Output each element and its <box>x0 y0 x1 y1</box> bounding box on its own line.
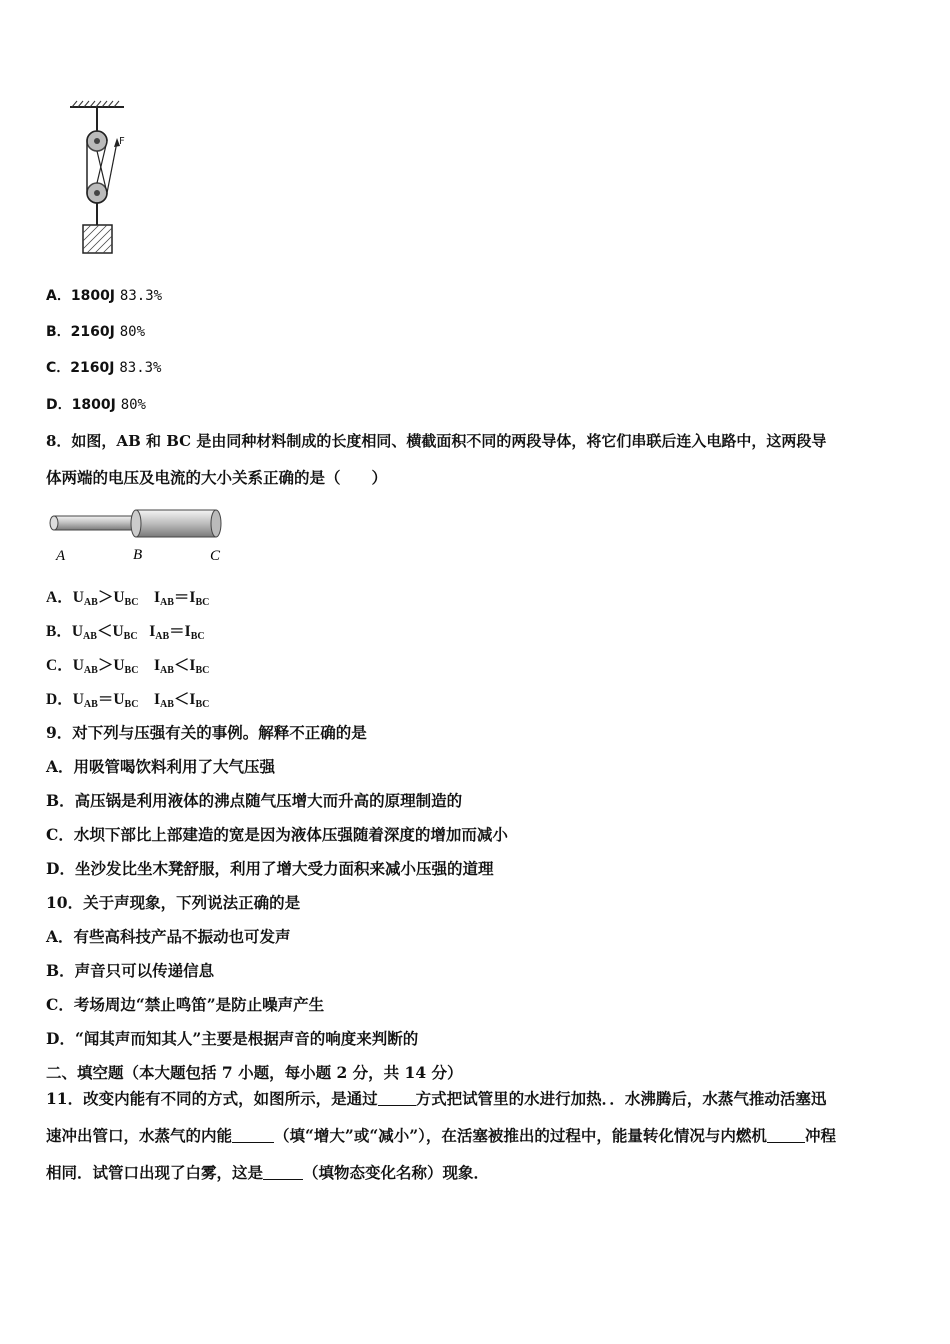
operator: ＜ <box>96 623 113 640</box>
q11-line1 <box>46 1089 826 1109</box>
text: 速冲出管口，水蒸气的内能 <box>46 1126 233 1145</box>
symbol: U <box>113 589 125 606</box>
text: （填“增大”或“减小”），在活塞被推出的过程中，能量转化情况与内燃机 <box>274 1126 767 1145</box>
option-energy: 2160J <box>70 324 115 340</box>
symbol: U <box>72 657 84 674</box>
subscript: BC <box>195 665 210 676</box>
q8-stem-line1: 8．如图，AB 和 BC 是由同种材料制成的长度相同、横截面积不同的两段导体，将它们串联后连入电路中，这两段导 <box>46 432 827 450</box>
q8-option-d[interactable] <box>46 690 209 715</box>
q8-option-a[interactable] <box>46 588 209 613</box>
subscript: BC <box>124 665 139 676</box>
option-letter: C． <box>46 657 73 674</box>
symbol: U <box>72 589 84 606</box>
q7-option-a[interactable] <box>46 286 162 306</box>
symbol: U <box>113 657 125 674</box>
q9-stem: 9．对下列与压强有关的事例。解释不正确的是 <box>46 723 367 742</box>
option-letter: D． <box>46 397 72 413</box>
q9-option-c[interactable]: C．水坝下部比上部建造的宽是因为液体压强随着深度的增加而减小 <box>46 825 508 844</box>
subscript: BC <box>195 699 210 710</box>
q7-option-c[interactable] <box>46 358 162 378</box>
blank-1[interactable] <box>378 1089 416 1106</box>
symbol: U <box>71 623 84 640</box>
operator: ＝ <box>173 589 190 606</box>
operator: ＞ <box>97 589 114 606</box>
force-label: F <box>119 136 125 147</box>
symbol: I <box>189 589 196 606</box>
q10-option-b[interactable]: B．声音只可以传递信息 <box>46 961 215 980</box>
q8-stem-line2: 体两端的电压及电流的大小关系正确的是（ ） <box>46 468 388 487</box>
text: 相同．试管口出现了白雾，这是 <box>46 1163 264 1182</box>
option-letter: A． <box>46 288 71 304</box>
option-energy: 1800J <box>71 397 116 413</box>
option-energy: 1800J <box>70 288 116 304</box>
subscript: AB <box>83 665 98 676</box>
symbol: I <box>184 623 191 640</box>
subscript: BC <box>124 597 139 608</box>
section-heading: 二、填空题（本大题包括 7 小题，每小题 2 分，共 14 分） <box>46 1063 463 1082</box>
symbol: U <box>113 691 125 708</box>
operator: ＝ <box>169 623 185 640</box>
conductor-figure <box>44 505 234 567</box>
subscript: AB <box>155 631 170 642</box>
symbol: U <box>72 691 84 708</box>
option-letter: B． <box>46 324 71 340</box>
subscript: AB <box>159 597 174 608</box>
subscript: BC <box>124 699 139 710</box>
q9-option-d[interactable]: D．坐沙发比坐木凳舒服，利用了增大受力面积来减小压强的道理 <box>46 859 494 878</box>
operator: ＞ <box>97 657 114 674</box>
operator: ＜ <box>173 691 190 708</box>
q8-option-b[interactable] <box>46 622 205 647</box>
subscript: AB <box>159 665 174 676</box>
option-efficiency: 80% <box>120 397 146 413</box>
subscript: AB <box>159 699 174 710</box>
option-efficiency: 83.3% <box>119 288 163 304</box>
option-efficiency: 80% <box>119 324 146 340</box>
q10-stem: 10．关于声现象，下列说法正确的是 <box>46 893 301 912</box>
option-efficiency: 83.3% <box>119 360 162 376</box>
q7-option-d[interactable] <box>46 395 146 415</box>
blank-2[interactable] <box>232 1126 274 1143</box>
operator: ＝ <box>97 691 114 708</box>
symbol: I <box>149 623 156 640</box>
symbol: I <box>153 657 160 674</box>
subscript: BC <box>190 631 205 642</box>
symbol: U <box>112 623 124 640</box>
q10-option-c[interactable]: C．考场周边“禁止鸣笛”是防止噪声产生 <box>46 995 325 1014</box>
option-letter: C． <box>46 360 71 376</box>
option-letter: D． <box>46 691 73 708</box>
subscript: BC <box>195 597 210 608</box>
label-c: C <box>210 548 221 564</box>
text: 方式把试管里的水进行加热．．水沸腾后，水蒸气推动活塞迅 <box>415 1089 827 1108</box>
q10-option-d[interactable]: D．“闻其声而知其人”主要是根据声音的响度来判断的 <box>46 1029 419 1048</box>
symbol: I <box>189 657 196 674</box>
blank-3[interactable] <box>767 1126 805 1143</box>
symbol: I <box>189 691 196 708</box>
pulley-figure <box>62 98 142 260</box>
option-letter: A． <box>46 589 73 606</box>
text: 冲程 <box>804 1126 836 1145</box>
text: （填物态变化名称）现象． <box>303 1163 490 1182</box>
label-b: B <box>133 547 143 563</box>
symbol: I <box>153 691 160 708</box>
q9-option-a[interactable]: A．用吸管喝饮料利用了大气压强 <box>46 757 276 776</box>
q9-option-b[interactable]: B．高压锅是利用液体的沸点随气压增大而升高的原理制造的 <box>46 791 463 810</box>
q8-option-c[interactable] <box>46 656 209 681</box>
q10-option-a[interactable]: A．有些高科技产品不振动也可发声 <box>46 927 291 946</box>
symbol: I <box>153 589 160 606</box>
q7-option-b[interactable] <box>46 322 145 342</box>
label-a: A <box>56 548 66 564</box>
subscript: AB <box>83 631 97 642</box>
subscript: AB <box>83 597 98 608</box>
option-energy: 2160J <box>70 360 115 376</box>
q11-line3 <box>46 1163 489 1183</box>
option-letter: B． <box>46 623 72 640</box>
text: 11．改变内能有不同的方式，如图所示，是通过 <box>46 1089 378 1108</box>
operator: ＜ <box>173 657 190 674</box>
blank-4[interactable] <box>263 1163 303 1180</box>
q11-line2 <box>46 1126 836 1146</box>
subscript: AB <box>83 699 98 710</box>
subscript: BC <box>123 631 138 642</box>
